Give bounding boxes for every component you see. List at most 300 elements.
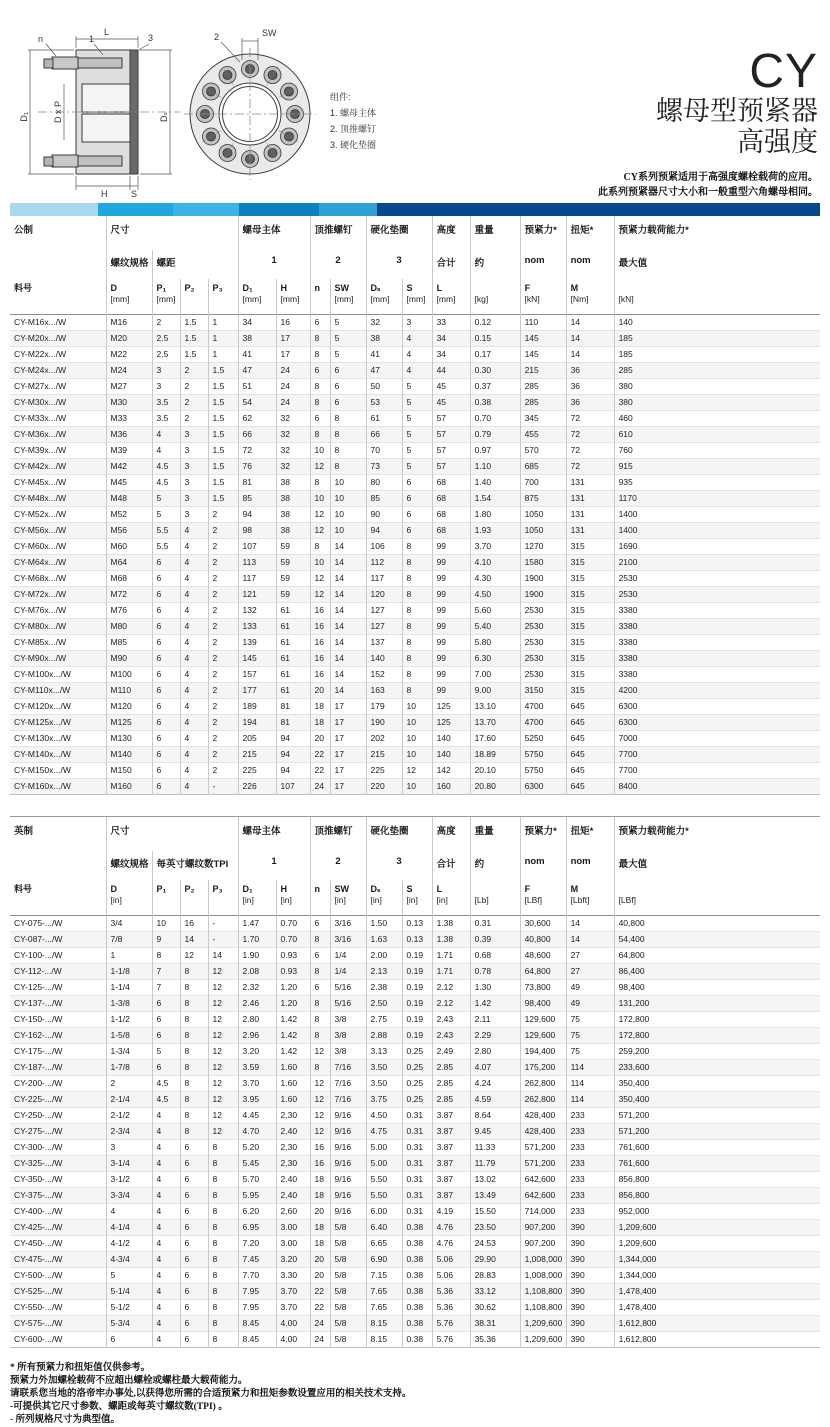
table-cell: M36 bbox=[106, 427, 152, 443]
table-cell: 38 bbox=[276, 475, 310, 491]
table-cell: 1.42 bbox=[276, 1044, 310, 1060]
col-kg: [kg] bbox=[470, 279, 520, 315]
table-row bbox=[10, 715, 820, 731]
table-cell: 6 bbox=[402, 491, 432, 507]
table-cell: 907,200 bbox=[520, 1220, 566, 1236]
table-cell: CY-M100x.../W bbox=[14, 669, 71, 679]
table-cell: 23.50 bbox=[470, 1220, 520, 1236]
table-cell: 571,200 bbox=[614, 1108, 820, 1124]
table-cell: 2 bbox=[180, 363, 208, 379]
table-cell: 106 bbox=[366, 539, 402, 555]
table-cell: 6 bbox=[152, 651, 180, 667]
table-cell: CY-600-.../W bbox=[14, 1334, 63, 1344]
table-cell: 6 bbox=[180, 1172, 208, 1188]
table-cell: 8 bbox=[402, 683, 432, 699]
table-cell: 5 bbox=[402, 379, 432, 395]
table-cell: 952,000 bbox=[614, 1204, 820, 1220]
table-cell: 315 bbox=[566, 683, 614, 699]
table-cell: 8 bbox=[208, 1172, 238, 1188]
header-jackbolt: 顶推螺钉 bbox=[310, 817, 366, 851]
table-cell: 3.30 bbox=[276, 1268, 310, 1284]
table-cell: 6.65 bbox=[366, 1236, 402, 1252]
col-P2: P₂ bbox=[180, 279, 208, 315]
table-cell: 22 bbox=[310, 1284, 330, 1300]
table-cell: 3.87 bbox=[432, 1172, 470, 1188]
table-cell: 285 bbox=[614, 363, 820, 379]
table-cell: 1.5 bbox=[208, 411, 238, 427]
table-cell: M56 bbox=[106, 523, 152, 539]
table-cell: 12 bbox=[310, 523, 330, 539]
table-cell: 5.5 bbox=[152, 539, 180, 555]
table-cell: 7 bbox=[152, 980, 180, 996]
table-cell: 8 bbox=[310, 932, 330, 948]
table-cell: 5/8 bbox=[330, 1300, 366, 1316]
table-cell: CY-M45x.../W bbox=[14, 477, 67, 487]
table-cell: 3.20 bbox=[238, 1044, 276, 1060]
table-cell: CY-112-.../W bbox=[14, 966, 62, 976]
table-cell: 12 bbox=[208, 980, 238, 996]
table-cell: 3380 bbox=[614, 603, 820, 619]
table-cell: 4 bbox=[180, 747, 208, 763]
table-cell: 80 bbox=[366, 475, 402, 491]
table-cell: 0.12 bbox=[470, 315, 520, 331]
table-cell: 1,478,400 bbox=[614, 1300, 820, 1316]
metric-table bbox=[10, 216, 820, 795]
table-cell: 315 bbox=[566, 667, 614, 683]
header-height: 高度 bbox=[432, 216, 470, 250]
table-cell: 61 bbox=[276, 667, 310, 683]
table-cell: 73,800 bbox=[520, 980, 566, 996]
table-cell: 12 bbox=[310, 587, 330, 603]
table-cell: M45 bbox=[106, 475, 152, 491]
table-cell: 1-1/8 bbox=[106, 964, 152, 980]
table-cell: 3-3/4 bbox=[106, 1188, 152, 1204]
table-cell: 2.5 bbox=[152, 331, 180, 347]
table-cell: 129,600 bbox=[520, 1028, 566, 1044]
table-cell: 2.5 bbox=[152, 347, 180, 363]
table-cell: 645 bbox=[566, 715, 614, 731]
table-cell: 13.10 bbox=[470, 699, 520, 715]
table-cell: 259,200 bbox=[614, 1044, 820, 1060]
table-cell: 428,400 bbox=[520, 1124, 566, 1140]
table-cell: 4 bbox=[152, 1316, 180, 1332]
table-cell: 6 bbox=[180, 1188, 208, 1204]
table-cell: 6 bbox=[310, 980, 330, 996]
table-cell: 32 bbox=[276, 459, 310, 475]
table-cell: 5/8 bbox=[330, 1252, 366, 1268]
table-cell: CY-550-.../W bbox=[14, 1302, 63, 1312]
table-cell: 17 bbox=[276, 347, 310, 363]
table-row bbox=[10, 1092, 820, 1108]
table-cell: 6 bbox=[152, 571, 180, 587]
table-cell: CY-M24x.../W bbox=[14, 365, 67, 375]
table-row bbox=[10, 996, 820, 1012]
table-cell: 4 bbox=[180, 619, 208, 635]
table-cell: 8.15 bbox=[366, 1332, 402, 1348]
table-cell: 760 bbox=[614, 443, 820, 459]
table-cell: 8 bbox=[310, 427, 330, 443]
table-cell: 2.13 bbox=[366, 964, 402, 980]
table-cell: 10 bbox=[330, 475, 366, 491]
table-cell: 28.83 bbox=[470, 1268, 520, 1284]
table-cell: 16 bbox=[310, 667, 330, 683]
table-cell: 127 bbox=[366, 603, 402, 619]
table-cell: 5 bbox=[330, 347, 366, 363]
table-cell: 36 bbox=[566, 395, 614, 411]
header-washer: 硬化垫圈 bbox=[366, 817, 432, 851]
metric-table-body bbox=[10, 315, 820, 795]
table-cell: CY-M20x.../W bbox=[14, 333, 67, 343]
table-cell: 18 bbox=[310, 1236, 330, 1252]
table-cell: 54,400 bbox=[614, 932, 820, 948]
table-cell: 3.87 bbox=[432, 1108, 470, 1124]
table-cell: 3380 bbox=[614, 635, 820, 651]
table-cell: 2 bbox=[208, 667, 238, 683]
table-cell: 571,200 bbox=[614, 1124, 820, 1140]
table-cell: 2.85 bbox=[432, 1092, 470, 1108]
col-Ds: Dₛ [in] bbox=[366, 880, 402, 916]
table-cell: 7.65 bbox=[366, 1300, 402, 1316]
table-cell: 2530 bbox=[520, 635, 566, 651]
table-cell: 8 bbox=[310, 1060, 330, 1076]
table-cell: M140 bbox=[106, 747, 152, 763]
table-cell: CY-500-.../W bbox=[14, 1270, 63, 1280]
table-cell: 2.40 bbox=[276, 1124, 310, 1140]
table-cell: CY-M30x.../W bbox=[14, 397, 67, 407]
table-cell: 12 bbox=[208, 1028, 238, 1044]
table-cell: 8 bbox=[180, 996, 208, 1012]
table-cell: 5.06 bbox=[432, 1268, 470, 1284]
header-preload: 预紧力* bbox=[520, 216, 566, 250]
header-load-capacity: 预紧力载荷能力* bbox=[614, 216, 820, 250]
header-jackbolt: 顶推螺钉 bbox=[310, 216, 366, 250]
table-cell: 390 bbox=[566, 1284, 614, 1300]
table-cell: 36 bbox=[566, 363, 614, 379]
table-cell: 94 bbox=[276, 731, 310, 747]
table-cell: 68 bbox=[432, 491, 470, 507]
table-cell: 6 bbox=[310, 948, 330, 964]
table-cell: 2100 bbox=[614, 555, 820, 571]
table-cell: 5.76 bbox=[432, 1332, 470, 1348]
table-cell: 117 bbox=[238, 571, 276, 587]
col-part-number: 料号 bbox=[14, 884, 33, 894]
table-cell: 2-1/2 bbox=[106, 1108, 152, 1124]
table-cell: 6 bbox=[310, 363, 330, 379]
table-cell: 390 bbox=[566, 1236, 614, 1252]
table-cell: 9/16 bbox=[330, 1156, 366, 1172]
table-cell: M110 bbox=[106, 683, 152, 699]
header-item-3: 3 bbox=[366, 250, 432, 279]
table-cell: 32 bbox=[276, 443, 310, 459]
table-row bbox=[10, 763, 820, 779]
table-cell: CY-M27x.../W bbox=[14, 381, 67, 391]
table-cell: 3.87 bbox=[432, 1124, 470, 1140]
technical-drawing bbox=[18, 22, 438, 202]
table-cell: 8 bbox=[180, 1044, 208, 1060]
table-cell: 6 bbox=[180, 1236, 208, 1252]
table-cell: 107 bbox=[276, 779, 310, 795]
table-cell: 4 bbox=[180, 635, 208, 651]
table-cell: 2.85 bbox=[432, 1076, 470, 1092]
table-cell: 4 bbox=[180, 731, 208, 747]
table-row bbox=[10, 699, 820, 715]
table-cell: 5.20 bbox=[238, 1140, 276, 1156]
table-cell: 2 bbox=[106, 1076, 152, 1092]
table-cell: 1.5 bbox=[208, 475, 238, 491]
table-cell: 34 bbox=[432, 331, 470, 347]
table-cell: 4 bbox=[180, 523, 208, 539]
table-cell: 85 bbox=[238, 491, 276, 507]
table-row bbox=[10, 651, 820, 667]
dim-label-H: H bbox=[101, 189, 108, 199]
table-cell: 6 bbox=[152, 779, 180, 795]
table-cell: 1.60 bbox=[276, 1076, 310, 1092]
table-cell: 8 bbox=[330, 459, 366, 475]
footnote-line: 预紧力外加螺栓载荷不应超出螺栓或螺柱最大载荷能力。 bbox=[10, 1376, 248, 1386]
table-cell: M130 bbox=[106, 731, 152, 747]
table-cell: 2 bbox=[208, 747, 238, 763]
col-max-kn: [kN] bbox=[614, 279, 820, 315]
header-nom-f: nom bbox=[520, 250, 566, 279]
table-cell: 8 bbox=[208, 1332, 238, 1348]
table-cell: 12 bbox=[310, 1108, 330, 1124]
dim-label-n: n bbox=[38, 34, 44, 44]
table-cell: M42 bbox=[106, 459, 152, 475]
table-cell: 4.5 bbox=[152, 459, 180, 475]
table-cell: 9/16 bbox=[330, 1124, 366, 1140]
table-cell: 645 bbox=[566, 731, 614, 747]
table-cell: 2530 bbox=[520, 667, 566, 683]
table-cell: 2.29 bbox=[470, 1028, 520, 1044]
table-cell: 8 bbox=[310, 331, 330, 347]
header-washer: 硬化垫圈 bbox=[366, 216, 432, 250]
table-cell: 5750 bbox=[520, 763, 566, 779]
table-cell: 1.5 bbox=[208, 443, 238, 459]
table-cell: 75 bbox=[566, 1012, 614, 1028]
table-cell: 5.40 bbox=[470, 619, 520, 635]
table-cell: 4 bbox=[180, 667, 208, 683]
table-cell: 5/16 bbox=[330, 996, 366, 1012]
table-cell: 10 bbox=[310, 491, 330, 507]
table-cell: 17 bbox=[276, 331, 310, 347]
table-cell: 226 bbox=[238, 779, 276, 795]
table-cell: 114 bbox=[566, 1076, 614, 1092]
table-cell: 49 bbox=[566, 980, 614, 996]
table-cell: 4 bbox=[180, 587, 208, 603]
table-cell: 5.00 bbox=[366, 1156, 402, 1172]
table-row bbox=[10, 1108, 820, 1124]
table-cell: 125 bbox=[432, 699, 470, 715]
legend-title: 组件: bbox=[330, 92, 351, 102]
page-header bbox=[10, 0, 820, 203]
table-cell: 5.80 bbox=[470, 635, 520, 651]
table-cell: 1.38 bbox=[432, 932, 470, 948]
table-cell: 8 bbox=[180, 1076, 208, 1092]
table-cell: 9/16 bbox=[330, 1172, 366, 1188]
table-cell: CY-M80x.../W bbox=[14, 621, 67, 631]
table-cell: 8 bbox=[180, 980, 208, 996]
table-cell: 3 bbox=[180, 443, 208, 459]
table-cell: 1-3/4 bbox=[106, 1044, 152, 1060]
table-cell: 3380 bbox=[614, 619, 820, 635]
table-cell: 16 bbox=[310, 1140, 330, 1156]
table-row bbox=[10, 1044, 820, 1060]
table-cell: 1,612,800 bbox=[614, 1332, 820, 1348]
table-cell: 14 bbox=[180, 932, 208, 948]
table-cell: 262,800 bbox=[520, 1092, 566, 1108]
table-cell: 27 bbox=[566, 948, 614, 964]
col-D: D [in] bbox=[106, 880, 152, 916]
table-cell: 14 bbox=[566, 916, 614, 932]
table-cell: 5.36 bbox=[432, 1284, 470, 1300]
table-cell: 6 bbox=[152, 555, 180, 571]
table-row bbox=[10, 779, 820, 795]
table-cell: 3/8 bbox=[330, 1028, 366, 1044]
table-cell: 315 bbox=[566, 587, 614, 603]
table-cell: 2.00 bbox=[366, 948, 402, 964]
table-cell: 131,200 bbox=[614, 996, 820, 1012]
col-n: n bbox=[310, 880, 330, 916]
table-cell: CY-M64x.../W bbox=[14, 557, 67, 567]
table-cell: 1.42 bbox=[276, 1012, 310, 1028]
table-cell: 6 bbox=[152, 1028, 180, 1044]
table-cell: 6 bbox=[152, 715, 180, 731]
table-cell: 4.5 bbox=[152, 1076, 180, 1092]
table-cell: CY-M110x.../W bbox=[14, 685, 71, 695]
table-cell: 98 bbox=[238, 523, 276, 539]
table-cell: 3150 bbox=[520, 683, 566, 699]
table-cell: - bbox=[208, 932, 238, 948]
table-cell: 131 bbox=[566, 523, 614, 539]
table-cell: 38 bbox=[276, 491, 310, 507]
table-cell: 0.25 bbox=[402, 1060, 432, 1076]
header-weight: 重量 bbox=[470, 216, 520, 250]
table-cell: 0.38 bbox=[470, 395, 520, 411]
table-cell: 1-7/8 bbox=[106, 1060, 152, 1076]
table-cell: 1.60 bbox=[276, 1092, 310, 1108]
table-cell: 2 bbox=[208, 555, 238, 571]
table-row bbox=[10, 587, 820, 603]
table-cell: 145 bbox=[520, 331, 566, 347]
table-row bbox=[10, 395, 820, 411]
table-cell: 3 bbox=[180, 427, 208, 443]
table-cell: 10 bbox=[330, 507, 366, 523]
table-cell: 1,478,400 bbox=[614, 1284, 820, 1300]
table-cell: 45 bbox=[432, 379, 470, 395]
table-cell: 6.00 bbox=[366, 1204, 402, 1220]
table-cell: CY-M150x.../W bbox=[14, 765, 71, 775]
table-cell: 2.08 bbox=[238, 964, 276, 980]
table-cell: 8 bbox=[208, 1284, 238, 1300]
dim-label-S: S bbox=[131, 189, 138, 199]
table-row bbox=[10, 427, 820, 443]
table-cell: 133 bbox=[238, 619, 276, 635]
table-cell: 1.40 bbox=[470, 475, 520, 491]
table-cell: 1.30 bbox=[470, 980, 520, 996]
table-cell: 1.90 bbox=[238, 948, 276, 964]
header-dimensions: 尺寸 bbox=[106, 216, 238, 250]
table-row bbox=[10, 1140, 820, 1156]
table-cell: 17.60 bbox=[470, 731, 520, 747]
table-cell: 7 bbox=[152, 964, 180, 980]
table-cell: 8 bbox=[402, 651, 432, 667]
table-cell: 5.95 bbox=[238, 1188, 276, 1204]
table-cell: 94 bbox=[366, 523, 402, 539]
table-cell: 2.96 bbox=[238, 1028, 276, 1044]
table-cell: 131 bbox=[566, 475, 614, 491]
table-cell: 2 bbox=[208, 507, 238, 523]
table-cell: CY-450-.../W bbox=[14, 1238, 63, 1248]
table-row bbox=[10, 1204, 820, 1220]
col-max-lbf: [LBf] bbox=[614, 880, 820, 916]
table-cell: 1170 bbox=[614, 491, 820, 507]
table-cell: CY-M60x.../W bbox=[14, 541, 67, 551]
table-cell: 0.25 bbox=[402, 1092, 432, 1108]
table-cell: 2.30 bbox=[276, 1156, 310, 1172]
table-cell: 2.46 bbox=[238, 996, 276, 1012]
table-cell: 6.30 bbox=[470, 651, 520, 667]
table-cell: 1.5 bbox=[208, 491, 238, 507]
legend-item-1: 1. 螺母主体 bbox=[330, 108, 377, 118]
header-preload: 预紧力* bbox=[520, 817, 566, 851]
table-cell: 645 bbox=[566, 779, 614, 795]
table-cell: 20 bbox=[310, 683, 330, 699]
table-cell: 202 bbox=[366, 731, 402, 747]
table-cell: 33 bbox=[432, 315, 470, 331]
table-cell: 9 bbox=[152, 932, 180, 948]
table-cell: 4.76 bbox=[432, 1220, 470, 1236]
table-row bbox=[10, 475, 820, 491]
table-cell: 179 bbox=[366, 699, 402, 715]
table-cell: 8 bbox=[208, 1300, 238, 1316]
col-F: F [kN] bbox=[520, 279, 566, 315]
table-cell: 4.00 bbox=[276, 1332, 310, 1348]
table-cell: 2.40 bbox=[276, 1188, 310, 1204]
table-cell: 2.12 bbox=[432, 996, 470, 1012]
table-cell: 6 bbox=[106, 1332, 152, 1348]
table-cell: 1.60 bbox=[276, 1060, 310, 1076]
table-cell: 390 bbox=[566, 1220, 614, 1236]
table-cell: 4.50 bbox=[470, 587, 520, 603]
table-cell: 4 bbox=[152, 1252, 180, 1268]
table-cell: CY-425-.../W bbox=[14, 1222, 63, 1232]
table-cell: 2.38 bbox=[366, 980, 402, 996]
table-cell: 1-1/2 bbox=[106, 1012, 152, 1028]
table-cell: 8 bbox=[180, 1060, 208, 1076]
table-cell: 81 bbox=[238, 475, 276, 491]
table-cell: 9/16 bbox=[330, 1188, 366, 1204]
table-cell: 4.19 bbox=[432, 1204, 470, 1220]
table-cell: 8 bbox=[402, 539, 432, 555]
col-H: H [in] bbox=[276, 880, 310, 916]
table-row bbox=[10, 1172, 820, 1188]
header-thread-spec: 螺纹规格 bbox=[106, 851, 152, 880]
table-cell: 0.97 bbox=[470, 443, 520, 459]
col-L: L [in] bbox=[432, 880, 470, 916]
header-nut-body: 螺母主体 bbox=[238, 817, 310, 851]
table-cell: 4 bbox=[152, 443, 180, 459]
table-cell: 3.70 bbox=[276, 1300, 310, 1316]
table-cell: 2.88 bbox=[366, 1028, 402, 1044]
table-cell: 315 bbox=[566, 619, 614, 635]
jackbolt-bottom bbox=[52, 155, 78, 167]
table-cell: CY-M52x.../W bbox=[14, 509, 67, 519]
table-cell: M68 bbox=[106, 571, 152, 587]
table-cell: 14 bbox=[566, 932, 614, 948]
table-cell: 6 bbox=[180, 1332, 208, 1348]
table-cell: 16 bbox=[180, 916, 208, 932]
table-row bbox=[10, 443, 820, 459]
